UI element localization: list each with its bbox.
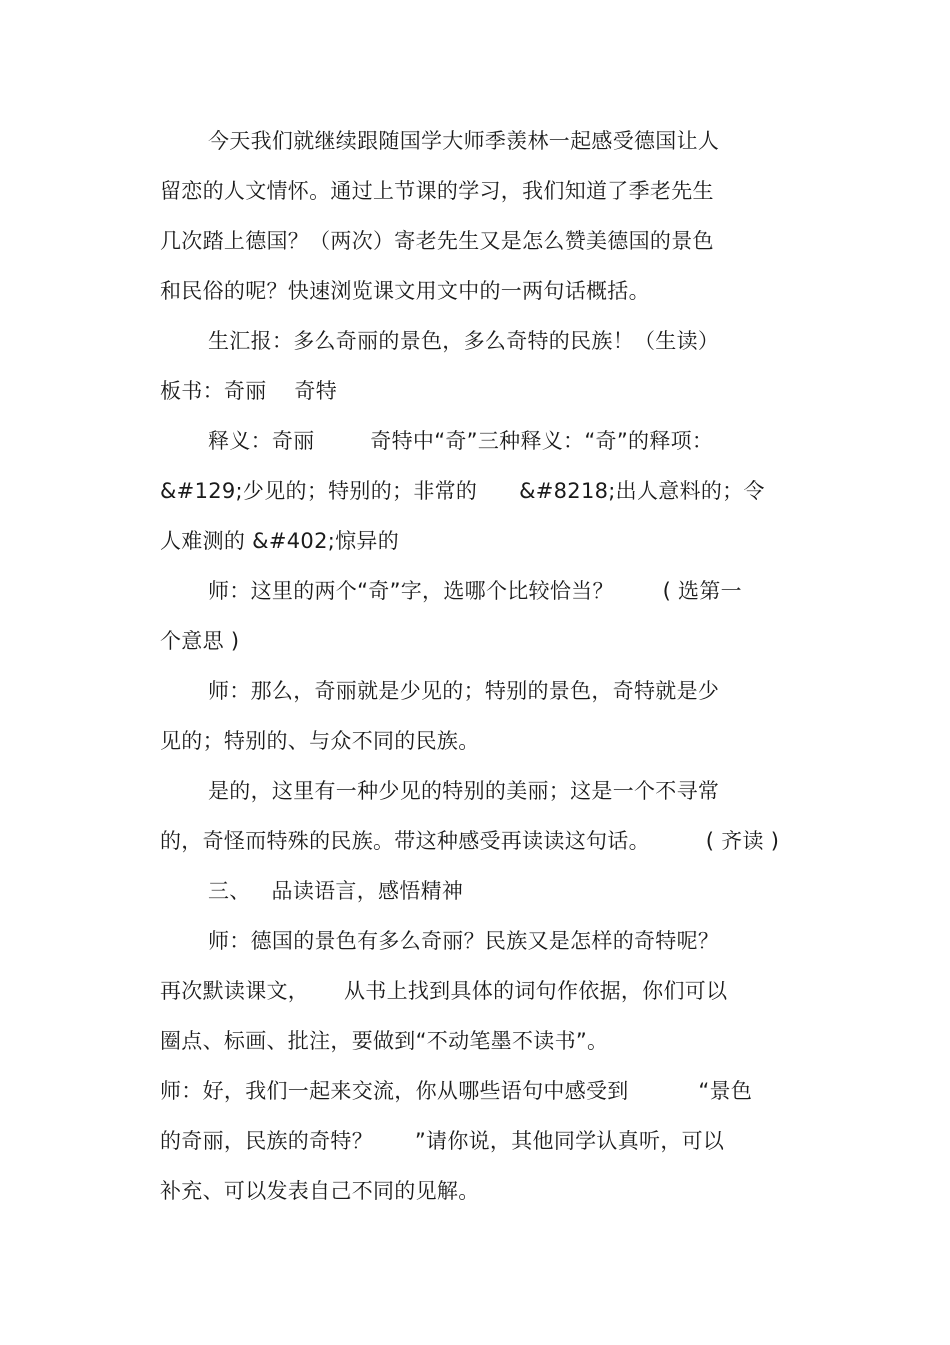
paragraph-line: 见的；特别的、与众不同的民族。	[160, 729, 480, 753]
paragraph-line: 生汇报：多么奇丽的景色，多么奇特的民族！（生读）	[208, 329, 720, 353]
paragraph-line: 和民俗的呢？快速浏览课文用文中的一两句话概括。	[160, 279, 650, 303]
paragraph-line: 板书：奇丽 奇特	[160, 379, 338, 403]
paragraph-line: 几次踏上德国？（两次）寄老先生又是怎么赞美德国的景色	[160, 229, 714, 253]
paragraph-line: 师：这里的两个“奇”字，选哪个比较恰当？ ( 选第一	[208, 579, 742, 603]
section-heading: 三、 品读语言，感悟精神	[208, 879, 464, 903]
paragraph-line: 师：德国的景色有多么奇丽？民族又是怎样的奇特呢？	[208, 929, 720, 953]
paragraph-line: 的，奇怪而特殊的民族。带这种感受再读读这句话。 ( 齐读 )	[160, 829, 780, 853]
paragraph-line: 圈点、标画、批注，要做到“不动笔墨不读书”。	[160, 1029, 609, 1053]
paragraph-line: 留恋的人文情怀。通过上节课的学习，我们知道了季老先生	[160, 179, 714, 203]
paragraph-line: 再次默读课文， 从书上找到具体的词句作依据，你们可以	[160, 979, 728, 1003]
paragraph-line: 今天我们就继续跟随国学大师季羡林一起感受德国让人	[208, 129, 720, 153]
paragraph-line: 人难测的 &#402;惊异的	[160, 529, 400, 553]
paragraph-line: 释义：奇丽 奇特中“奇”三种释义：“奇”的释项：	[208, 429, 714, 453]
paragraph-line: &#129;少见的；特别的；非常的 &#8218;出人意料的；令	[160, 479, 765, 503]
paragraph-line: 个意思 )	[160, 629, 240, 653]
paragraph-line: 补充、可以发表自己不同的见解。	[160, 1179, 480, 1203]
paragraph-line: 师：那么，奇丽就是少见的；特别的景色，奇特就是少	[208, 679, 720, 703]
paragraph-line: 师：好，我们一起来交流，你从哪些语句中感受到 “景色	[160, 1079, 753, 1103]
paragraph-line: 的奇丽，民族的奇特？ ”请你说，其他同学认真听，可以	[160, 1129, 725, 1153]
paragraph-line: 是的，这里有一种少见的特别的美丽；这是一个不寻常	[208, 779, 720, 803]
